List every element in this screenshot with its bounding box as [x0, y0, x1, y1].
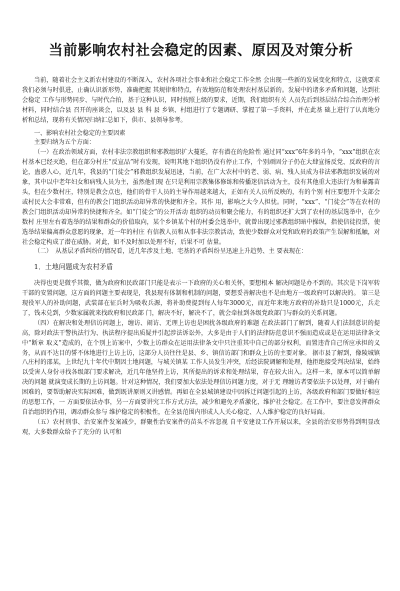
document-body [22, 76, 380, 438]
paragraph-grassroots-disputes: （二） 从基层矛盾纠纷的情况看，近几年涉及土地、宅基的矛盾纠纷呈迅速上升趋势、主 要表现在： [34, 248, 308, 256]
sub-heading-land: 1．土地问题成为农村矛盾 [34, 263, 114, 272]
section-1-lead: 主要归纳为五个方面： [34, 139, 95, 147]
section-1-title: 一、影响农村社会稳定的主要因素 [34, 129, 126, 137]
intro-paragraph: 当前，随着社会主义新农村建设的不断深入，农村各项社会事业和社会稳定工作全然 会出现一些新的发展变化和特点，这就要求我们必须与时俱进，止确认识新形势，准确把握 其规律和特点，有效地防范和处理农村基层新的。发展中的诸多矛盾和问题，达到社会稳定 工作与形势同步、与时代合拍，基于这种认识，同时按照上级的要求，近期，我们组织有关 人员先后到基层结合综合治理分析材料，同时结合县 召开的座谈会，以及县 县 科 县 乡镇、村组进行了专题调研、掌握了第一手资料，并在此基 础上进行了认真地分析和总结，现将有关情况归纳汇总如下，供市、县领导参考。 [22, 77, 380, 124]
paragraph-criminal-cases: （五）农村刑事、治安案件发案减少，群聚性治安案件的苗头不容忽视 自平安建设工作开展以来，全县的治安形势得到明显改观，大多数群众给予了充分的 认可和 [22, 418, 380, 436]
paragraph-petitions: （四）在解决和处理信访问题上，缠访、闹访、无理上访也是困扰各级政府的难题 在政法部门了解到，随着人们法制意识的提高，除对政法干警执法行为、执法程序提出质疑并引起涉法诉讼外，大多是由于人们的法律防范意识不强而造成或是在运用法律条文中“断章 取义”造成的，在个别上访案中，少数上访群众在运用法律条文中只注重其中自己的部分权利，而置违背自己所应承担的义务，从而不达目的誓不休地进行上访上访，这部分人员往往是县、乡、镇信访部门和群众上访的主要对象。 据市县了解到，像陵城镇八庄村的邵某，上世纪九十年代中期因土地问题，与城关镇某 工作人员发生冲突，后经法院调解和处理，他拒绝接受判决结果，始终以受害人身份寻找各级部门要求解决，近几年他坚持上访，其所提出的诉求和处理结果，存在较大出入。这样一来，原本可以简单解决的问题 就演变成长期的上访问题。针对这种情况，我们要加大依法处理信访问题力度，对于无 理缠访者要依法予以处理，对于确有困难的，要帮助解决实际困难，做到既讲原则又讲感情。再如在全县城镇建设中因拆迁问题引起的上访，各级政府和部门要做好相应的思想工作，一 方面要依法办事，另一方面要讲究工作方式方法，减少和避免矛盾激化，维护社会稳定。在工作中，要注意发挥群众自治组织的作用，调动群众参与 维护稳定的积极性，在全县范围内形成人人关心稳定、人人维护稳定的良好局面。 [22, 319, 380, 416]
paragraph-veterans: 决得也更是微乎其微，做为政府和民政部门只能是表示一下政府的关心和关怀，要想根本 解决问题是办不到的。其次是下岗军转干部的安置问题，这方面的问题主要表现是，我县现有体制和机制的问题，要想妥善解决也不是由地方一级政府可以解决的。 第三是现役军人的补助问题，武装部在征兵时为吸收兵源，将补助费提到每人每年3000元，而近年来地方政府的补助只是1000元，兵走了，钱未兑到，少数家属就来找政府和民政部 门，解决不好，解决不了，就会牵扯到各级党政部门与群众的关系问题。 [22, 280, 380, 317]
paragraph-political: （一）在政治领域方面，农村非法宗教组织和邪教组织扩大蔓延，存有潜在的危险性 通过同“xxx”6年多的斗争，“xxx”组织在农村基本已经灭绝，但在部分村庄“反宣品”时有发现，说明其地下组织仍没有停止工作，个别顽固分子仍在大肆宣扬反党、反政府的言论，蛊惑人心，近几年，我县的“门徒会”邪教组织发展迅速，当前，在广大农村中的老、弱、病、残人员成为非法邪教组织发展的对象，其中以中老年妇女和病残人员为主，虽然他们现 在只是利用宗教集体修练和传播迷信活动为主，没有其他重大违法行为和暴露苗头，但在少数村庄，特别是教会点也，他们的骨干人员的主导作用越来越大，正如有关人员所反映的，有的个别 村庄要想开个支部会或村民大会非常难，但有的教会门组织活动却异常的快捷和齐全。其作 用，影响之大令人担忧。同时，“xxx”、“门徒会”等在农村的教会门组织活动却异常的快捷和齐全。如“门徒会”的公开活动 组织的动员和聚会能力，有的组织还扩大到了农村的基层选举中，在少数村 庄里左右着选举的结果和群众的价值取向，某个乡镇某个村的村委会选举中，就曾出现过邪教组织暗中操纵，指使信徒投票，使选举结果偏离群众意愿的现象，近一年的村庄 有信教人员和从事非法宗教活动，致使少数群众对党和政府的政策产生误解和抵触，对社会稳定构成了潜在威胁。对此，如不及时加以处理不好，后果不可 估量。 [22, 149, 380, 246]
document-title: 当前影响农村社会稳定的因素、原因及对策分析 [48, 43, 354, 59]
